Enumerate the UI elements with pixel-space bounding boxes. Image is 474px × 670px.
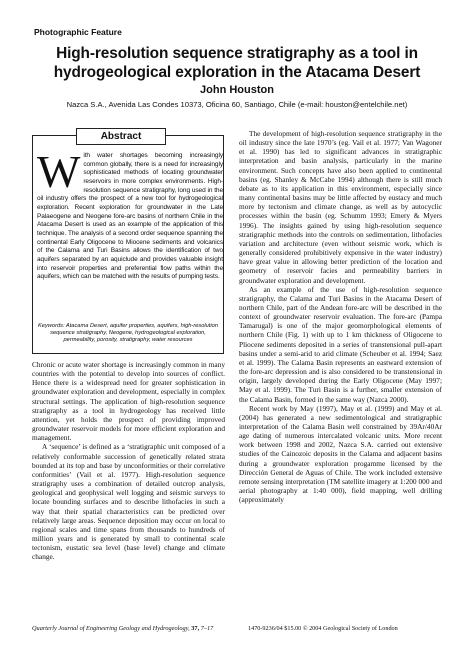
article-title: High-resolution sequence stratigraphy as a tool in hydrogeological exploration in the Atacama Desert: [53, 45, 421, 81]
journal-name: Quarterly Journal of Engineering Geology and Hydrogeology,: [32, 625, 190, 632]
body-paragraph: Chronic or acute water shortage is increasingly common in many countries with the potential to develop into sources of conflict. Hence there is a widespread need for greater sophistication in groundwater exploration and development, especially in complex structural settings. The application of high-resolution sequence stratigraphy as a tool in hydrogeology has received little attention, yet holds the prospect of providing improved groundwater reservoir models for more efficient exploration and management.: [32, 360, 225, 443]
abstract-dropcap: W: [37, 146, 81, 197]
abstract-body: ith water shortages becoming increasingly common globally, there is a need for increasingly sophisticated methods of locating groundwater reservoirs in more complex environments. High-resolution sequence stratigraphy, long used in the oil industry offers the prospect of a new tool for hydrogeological exploration. Recent exploration for groundwater in the Late Palaeogene and Neogene fore-arc basins of northern Chile in the Atacama Desert is used as an example of the application of this technique. The analysis of a second order sequence spanning the continental Early Oligocene to Miocene sediments and volcanics of the Calama and Turi Basins allows the identification of two aquifers separated by an aquiclude and provides valuable insight into reservoir properties and preferential flow paths within the aquifers, which can be matched with the results of pumping tests.: [37, 152, 223, 281]
journal-citation: [32, 625, 213, 632]
body-paragraph: Recent work by May (1997), May et al. (1999) and May et al. (2004) has generated a new sedimentological and stratigraphic interpretation of the Calama Basin well constrained by 39Ar/40Ar age dating of numerous intercalated volcanic units. More recent work between 1998 and 2002, Nazca S.A. carried out extensive studies of the Cainozoic deposits in the Calama and adjacent basins during a groundwater exploration progamme licensed by the Dirección General de Aguas of Chile. The work included extensive remote sensing interpretation (TM satellite imagery at 1:200 000 and aerial photography at 1:40 000), field mapping, well drilling (approximately: [239, 403, 442, 505]
body-paragraph: The development of high-resolution sequence stratigraphy in the oil industry since the late 1970’s (eg. Vail et al. 1977; Van Wagoner et al. 1990) has led to significant advances in stratigraphic interpretation and basin analysis, particularly in the marine environment. Such concepts have also been applied to continental basins (eg. Shanley & McCabe 1994) although there is still much debate as to its application in this environment, especially since many continental basins may be little affected by eustacy and much more by tectonism and climate change, as well as by autocyclic processes within the basin (eg. Schumm 1993; Emery & Myers 1996). The insights gained by using high-resolution sequence stratigraphic methods into the controls on sedimentation, lithofacies variation and architecture (even without seismic work, which is generally considered prohibitively expensive in the water industry) have great value in allowing better prediction of the location and geometry of reservoir facies and permeability barriers in groundwater exploration and development.: [239, 129, 442, 285]
author-affiliation: Nazca S.A., Avenida Las Condes 10373, Oficina 60, Santiago, Chile (e-mail: houston@entelchile.net): [66, 100, 408, 109]
body-paragraph: As an example of the use of high-resolution sequence stratigraphy, the Calama and Turi Basins in the Atacama Desert of northern Chile, part of the Andean fore-arc will be described in the context of groundwater reservoir evaluation. The fore-arc (Pampa Tamarugal) is one of the major geomorphological elements of northern Chile (Fig. 1) with up to 1 km thickness of Oligocene to Pliocene sediments deposited in a series of transtensional pull-apart basins under a semi-arid to arid climate (Scheuber et al. 1994; Saez et al. 1999). The Calama Basin represents an eastward extension of the fore-arc depression and is also considered to be transtensional in origin, largely developed during the Early Oligocene (May 1997; May et al. 1999). The Turi Basin is a further, smaller extension of the Calama Basin, formed in the same way (Nazca 2000).: [239, 284, 442, 404]
abstract-text: [37, 146, 223, 282]
body-paragraph: A ‘sequence’ is defined as a ‘stratigraphic unit composed of a relatively conformable succession of genetically related strata bounded at its top and base by unconformities or their correlative conformities’ (Vail et al. 1977). High-resolution sequence stratigraphy uses a combination of detailed outcrop analysis, geological and geophysical well logging and seismic surveys to locate bounding surfaces and to describe lithofacies in such a way that their spatial characteristics can be predicted over relatively large areas. Sequence deposition may occur on local to regional scales and time spans from thousands to hundreds of million years and is generated by small to continental scale tectonism, eustatic sea level (base level) change and climate change.: [32, 442, 225, 562]
author-name: John Houston: [200, 84, 274, 96]
copyright-line: 1470-9236/04 $15.00 © 2004 Geological Society of London: [248, 625, 398, 632]
abstract-heading: Abstract: [76, 128, 166, 145]
body-column-right: [239, 129, 442, 504]
section-label: Photographic Feature: [34, 27, 122, 37]
body-column-left: [32, 360, 225, 561]
journal-pages: 7–17: [200, 625, 214, 632]
journal-volume: 37,: [191, 625, 200, 632]
keywords: Keywords: Atacama Desert, aquifer properties, aquifers, high-resolution sequence stratigraphy, Neogene, hydrogeological exploration, permeability, porosity, stratigraphy, water resources: [38, 323, 218, 344]
